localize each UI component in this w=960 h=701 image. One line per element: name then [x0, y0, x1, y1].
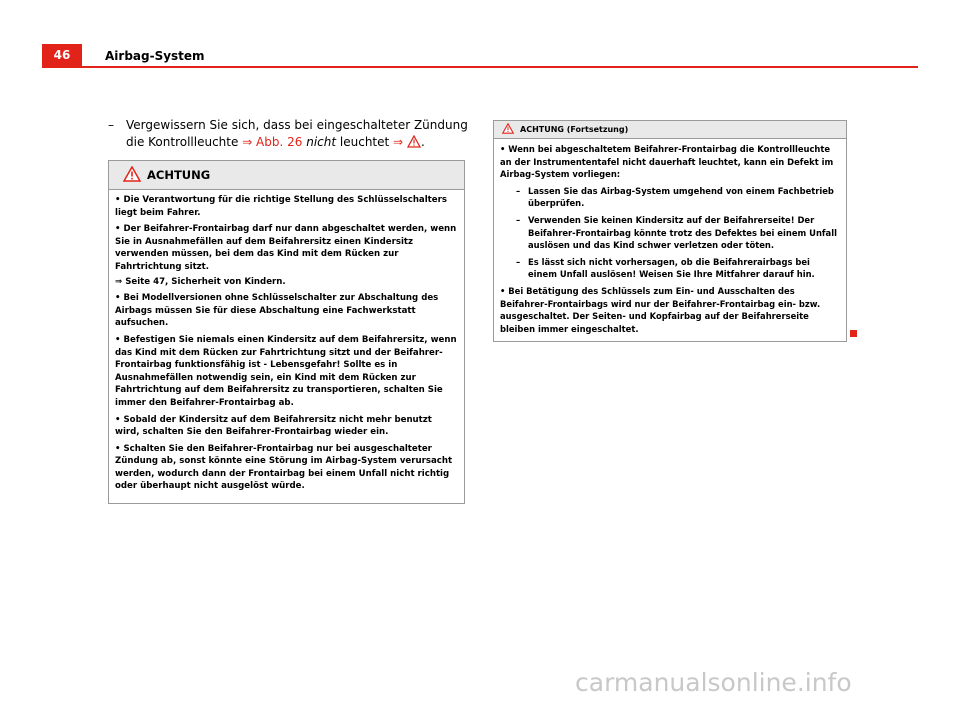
subitem-dash: – — [516, 256, 521, 267]
figure-reference-link[interactable]: ⇒ Abb. 26 — [242, 135, 303, 149]
warning-subitem — [500, 214, 840, 252]
warning-triangle-icon — [123, 166, 141, 185]
warning-box-body — [494, 139, 846, 341]
intro-end: . — [420, 135, 425, 149]
warning-subitem — [500, 185, 840, 210]
warning-item: • Der Beifahrer-Frontairbag darf nur dann abgeschaltet werden, wenn Sie in Ausnahmefällen auf dem Beifahrersitz einen Kindersitz verwenden müssen, bei dem das Kind mit dem Rücken zur Fahrtrichtung sitzt. — [115, 224, 457, 272]
warning-title: ACHTUNG (Fortsetzung) — [520, 125, 629, 134]
warning-item: • Bei Modellversionen ohne Schlüsselschalter zur Abschaltung des Airbags müssen Sie für diese Abschaltung eine Fachwerkstatt aufsuchen. — [115, 293, 439, 329]
subitem-text: Verwenden Sie keinen Kindersitz auf der Beifahrerseite! Der Beifahrer-Frontairbag könnte trotz des Defektes bei einem Unfall auslösen und das Kind schwer verletzen oder töten. — [528, 214, 837, 251]
intro-emphasis: nicht — [306, 135, 337, 149]
warning-box — [108, 160, 465, 504]
warning-item: • Die Verantwortung für die richtige Stellung des Schlüsselschalters liegt beim Fahrer. — [115, 195, 447, 218]
warning-item: • Wenn bei abgeschaltetem Beifahrer-Frontairbag die Kontrollleuchte an der Instrumententafel nicht dauerhaft leuchtet, kann ein Defekt im Airbag-System vorliegen: — [500, 144, 834, 180]
warning-title: ACHTUNG — [147, 168, 211, 182]
warning-item: • Befestigen Sie niemals einen Kindersitz auf dem Beifahrersitz, wenn das Kind mit dem Rücken zur Fahrtrichtung sitzt und der Beifahrer-Frontairbag funktionsfähig ist - Lebensgefahr! Sollte es in Ausnahmefällen notwendig sein, ein Kind mit dem Rücken zur Fahrtrichtung auf dem Beifahrersitz zu transportieren, schalten Sie immer den Beifahrer-Frontairbag ab. — [115, 334, 457, 408]
end-square-icon — [850, 330, 857, 337]
warning-triangle-icon[interactable] — [407, 135, 421, 153]
warning-item: • Bei Betätigung des Schlüssels zum Ein- und Ausschalten des Beifahrer-Frontairbags wird nur der Beifahrer-Frontairbag ein- bzw. ausgeschaltet. Der Seiten- und Kopfairbag auf der Beifahrerseite bleiben immer eingeschaltet. — [500, 285, 821, 334]
subitem-text: Lassen Sie das Airbag-System umgehend von einem Fachbetrieb überprüfen. — [528, 185, 834, 209]
intro-text-after: leuchtet — [336, 135, 394, 149]
intro-text: Vergewissern Sie sich, dass bei eingeschalteter Zündung die Kontrollleuchte — [126, 118, 468, 149]
warning-reference-arrow[interactable]: ⇒ — [393, 135, 404, 149]
warning-subitem — [500, 256, 840, 281]
warning-box-continued — [493, 120, 847, 342]
warning-box-header — [494, 121, 846, 139]
header-rule — [42, 66, 918, 68]
warning-triangle-icon — [502, 123, 514, 136]
warning-item: • Schalten Sie den Beifahrer-Frontairbag nur bei ausgeschalteter Zündung ab, sonst könnte eine Störung im Airbag-System verursacht werden, wodurch dann der Frontairbag bei einem Unfall nicht richtig oder überhaupt nicht ausgelöst würde. — [115, 443, 453, 492]
page-title: Airbag-System — [105, 49, 205, 63]
subitem-text: Es lässt sich nicht vorhersagen, ob die Beifahrerairbags bei einem Unfall auslösen! Weisen Sie Ihre Mitfahrer darauf hin. — [528, 256, 815, 280]
intro-instruction — [108, 117, 468, 153]
warning-box-header — [109, 161, 464, 190]
subitem-dash: – — [516, 214, 521, 225]
warning-item: • Sobald der Kindersitz auf dem Beifahrersitz nicht mehr benutzt wird, schalten Sie den Beifahrer-Frontairbag wieder ein. — [115, 414, 432, 438]
page-reference-link[interactable]: ⇒ Seite 47, Sicherheit von Kindern. — [115, 276, 286, 287]
page-number: 46 — [42, 44, 82, 66]
subitem-dash: – — [516, 185, 521, 196]
warning-box-body — [109, 190, 464, 503]
intro-dash: – — [108, 118, 114, 132]
watermark: carmanualsonline.info — [575, 668, 852, 697]
